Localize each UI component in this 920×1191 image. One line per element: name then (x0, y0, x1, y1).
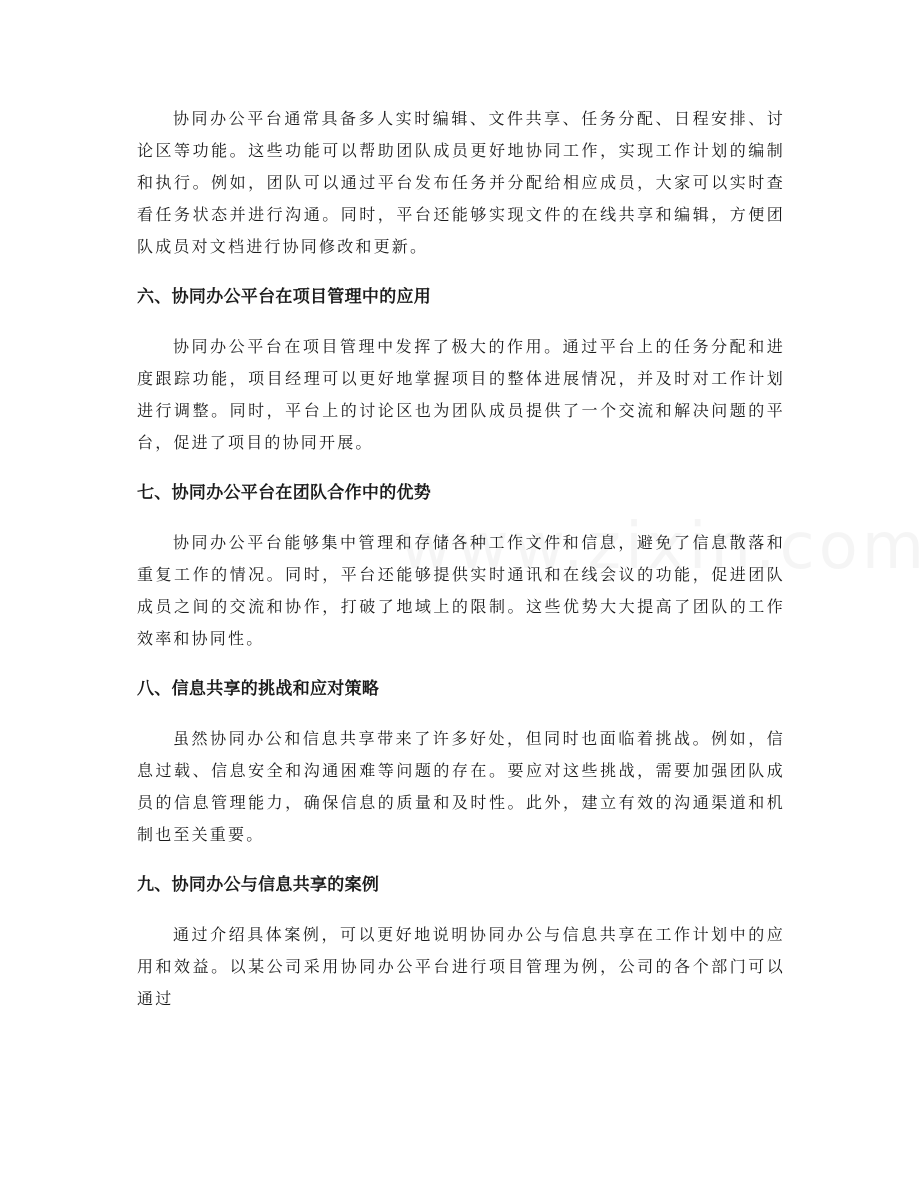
paragraph-section-9: 通过介绍具体案例，可以更好地说明协同办公与信息共享在工作计划中的应用和效益。以某公司采用协同办公平台进行项目管理为例，公司的各个部门可以通过 (137, 925, 785, 1008)
paragraph-section-8: 虽然协同办公和信息共享带来了许多好处，但同时也面临着挑战。例如，信息过载、信息安全和沟通困难等问题的存在。要应对这些挑战，需要加强团队成员的信息管理能力，确保信息的质量和及时性。此外，建立有效的沟通渠道和机制也至关重要。 (137, 729, 785, 844)
section-heading-6: 六、协同办公平台在项目管理中的应用 (137, 287, 432, 307)
section-heading-8: 八、信息共享的挑战和应对策略 (137, 679, 380, 699)
section-heading-9: 九、协同办公与信息共享的案例 (137, 875, 380, 895)
paragraph-section-7: 协同办公平台能够集中管理和存储各种工作文件和信息，避免了信息散落和重复工作的情况。同时，平台还能够提供实时通讯和在线会议的功能，促进团队成员之间的交流和协作，打破了地域上的限制。这些优势大大提高了团队的工作效率和协同性。 (137, 533, 785, 648)
document-body (137, 103, 785, 1015)
paragraph-intro: 协同办公平台通常具备多人实时编辑、文件共享、任务分配、日程安排、讨论区等功能。这些功能可以帮助团队成员更好地协同工作，实现工作计划的编制和执行。例如，团队可以通过平台发布任务并分配给相应成员，大家可以实时查看任务状态并进行沟通。同时，平台还能够实现文件的在线共享和编辑，方便团队成员对文档进行协同修改和更新。 (137, 109, 785, 256)
section-heading-7: 七、协同办公平台在团队合作中的优势 (137, 483, 432, 503)
paragraph-section-6: 协同办公平台在项目管理中发挥了极大的作用。通过平台上的任务分配和进度跟踪功能，项目经理可以更好地掌握项目的整体进展情况，并及时对工作计划进行调整。同时，平台上的讨论区也为团队成员提供了一个交流和解决问题的平台，促进了项目的协同开展。 (137, 337, 785, 452)
